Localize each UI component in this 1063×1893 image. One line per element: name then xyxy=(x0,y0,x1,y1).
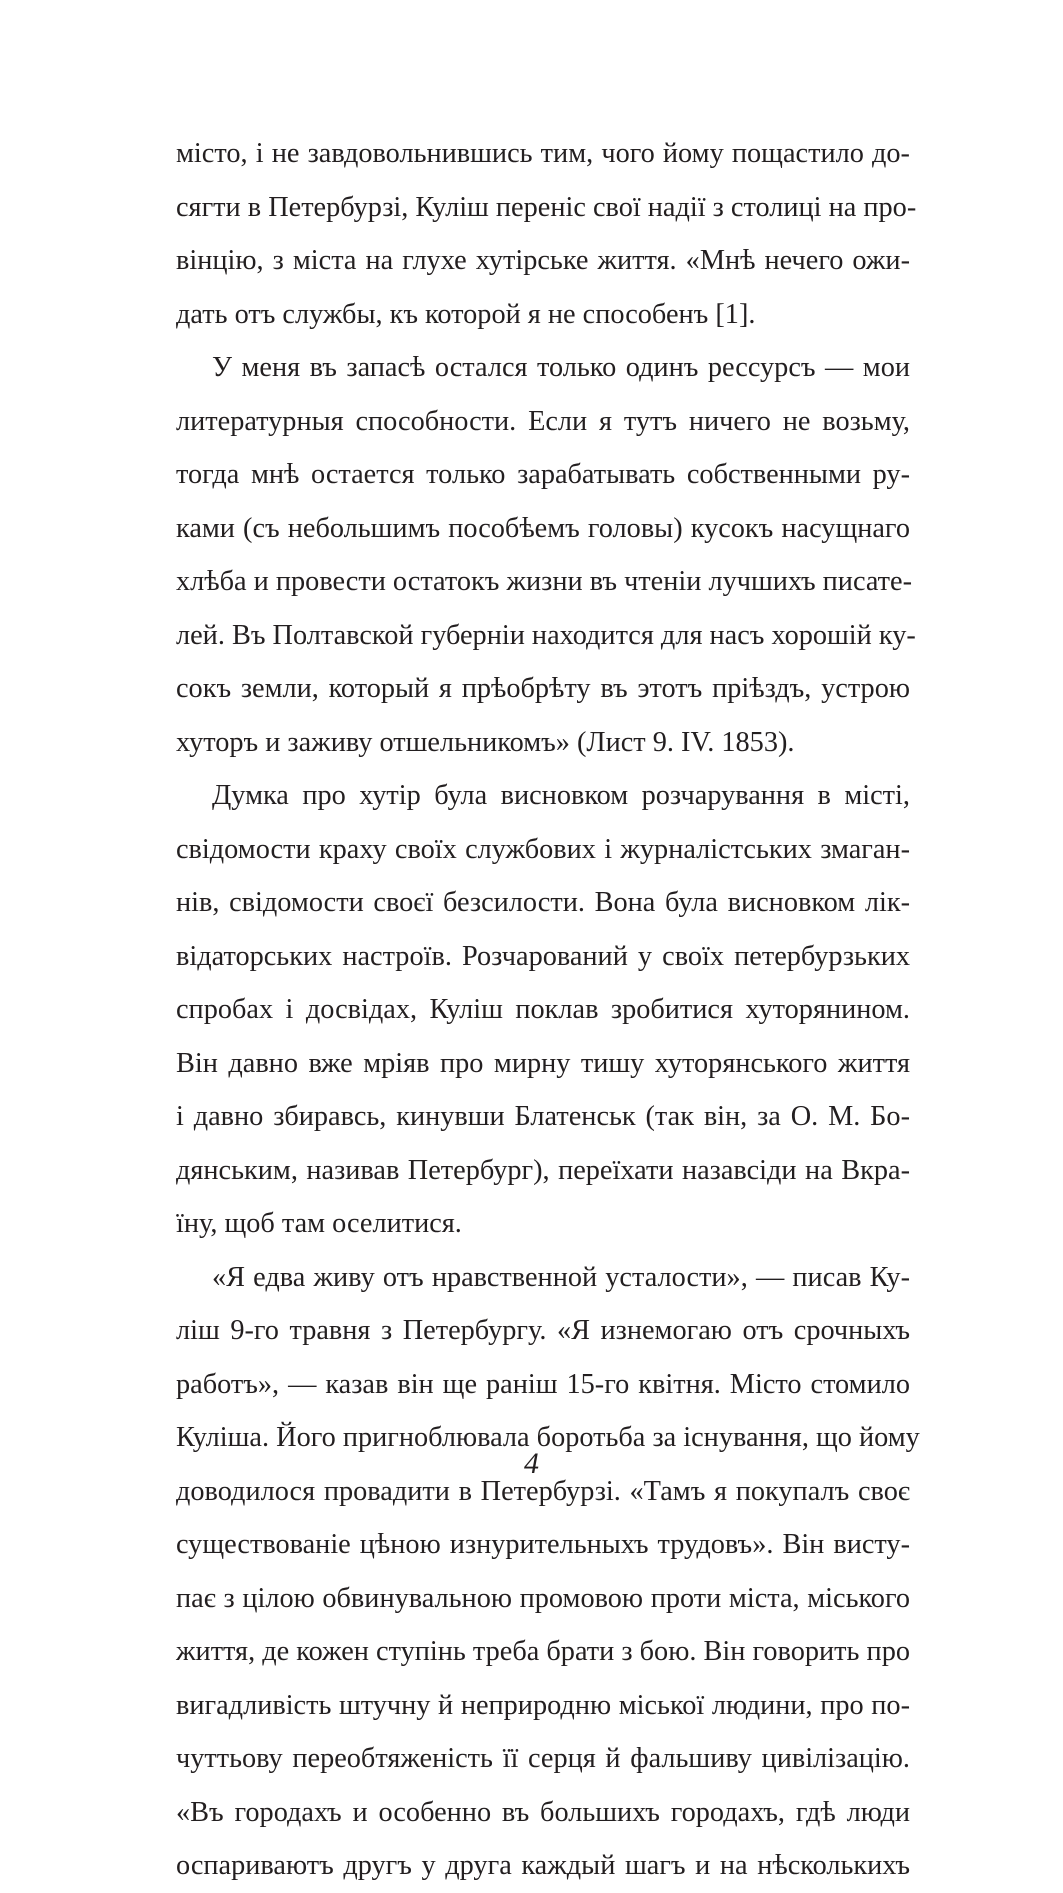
text-line: доводилося провадити в Петербурзі. «Тамъ я покупалъ своє xyxy=(176,1475,910,1507)
paragraph-3 xyxy=(176,769,910,1251)
text-line: Куліша. Його пригноблювала боротьба за існування, що йому xyxy=(176,1422,920,1453)
text-line: сокъ земли, который я прѣобрѣту въ этотъ пріѣздъ, устрою xyxy=(176,673,910,704)
text-line: лей. Въ Полтавской губерніи находится для насъ хорошій ку- xyxy=(176,619,916,651)
text-line: тогда мнѣ остается только зарабатывать собственными ру- xyxy=(176,459,910,490)
text-line: вінцію, з міста на глухе хутірське життя. «Мнѣ нечего ожи- xyxy=(176,245,910,276)
text-line: «Въ городахъ и особенно въ большихъ городахъ, гдѣ люди xyxy=(176,1796,910,1828)
text-line: нів, свідомости своєї безсилости. Вона була висновком лік- xyxy=(176,887,910,918)
text-line: свідомости краху своїх службових і журналістських змаган- xyxy=(176,833,910,865)
text-line: Він давно вже мріяв про мирну тишу хуторянського життя xyxy=(176,1047,910,1079)
paragraph-1 xyxy=(176,127,917,341)
text-line: вигадливість штучну й неприродню міської людини, про по- xyxy=(176,1689,910,1721)
text-line: спробах і досвідах, Куліш поклав зробитися хуторянином. xyxy=(176,994,910,1025)
text-line: життя, де кожен ступінь треба брати з бою. Він говорить про xyxy=(176,1636,910,1667)
body-text xyxy=(176,127,920,1893)
text-line: чуттьову переобтяженість її серця й фальшиву цивілізацію. xyxy=(176,1743,910,1774)
text-line: дянським, називав Петербург), переїхати назавсіди на Вкра- xyxy=(176,1154,910,1186)
text-line: відаторських настроїв. Розчарований у своїх петербурзьких xyxy=(176,940,910,972)
text-line: хлѣба и провести остатокъ жизни въ чтеніи лучшихъ писате- xyxy=(176,566,913,597)
text-line: сягти в Петербурзі, Куліш переніс свої надії з столиці на про- xyxy=(176,191,917,223)
text-line: і давно збиравсь, кинувши Блатенськ (так він, за О. М. Бо- xyxy=(176,1101,910,1132)
text-line: дать отъ службы, къ которой я не способенъ [1]. xyxy=(176,298,756,330)
text-line: существованіе цѣною изнурительныхъ трудовъ». Він висту- xyxy=(176,1529,910,1560)
text-line: хуторъ и заживу отшельникомъ» (Лист 9. IV. 1853). xyxy=(176,726,795,758)
paragraph-2 xyxy=(176,341,916,769)
text-line: «Я едва живу отъ нравственной усталости», — писав Ку- xyxy=(212,1261,910,1293)
text-line: пає з цілою обвинувальною промовою проти міста, міського xyxy=(176,1582,910,1614)
text-line: їну, щоб там оселитися. xyxy=(176,1208,462,1239)
text-line: работъ», — казав він ще раніш 15-го квітня. Місто стомило xyxy=(176,1368,910,1400)
text-line: місто, і не завдовольнившись тим, чого йому пощастило до- xyxy=(176,138,910,169)
text-line: оспариваютъ другъ у друга каждый шагъ и на нѣсколькихъ xyxy=(176,1850,910,1881)
text-line: ками (съ небольшимъ пособѣемъ головы) кусокъ насущнаго xyxy=(176,512,910,544)
paragraph-4 xyxy=(176,1251,920,1893)
text-line: У меня въ запасѣ остался только одинъ рессурсъ — мои xyxy=(212,352,910,383)
text-line: Думка про хутір була висновком розчарування в місті, xyxy=(212,780,910,811)
text-line: литературныя способности. Если я тутъ ничего не возьму, xyxy=(176,405,910,437)
text-line: ліш 9-го травня з Петербургу. «Я изнемогаю отъ срочныхъ xyxy=(176,1315,910,1346)
page-number: 4 xyxy=(524,1447,539,1480)
